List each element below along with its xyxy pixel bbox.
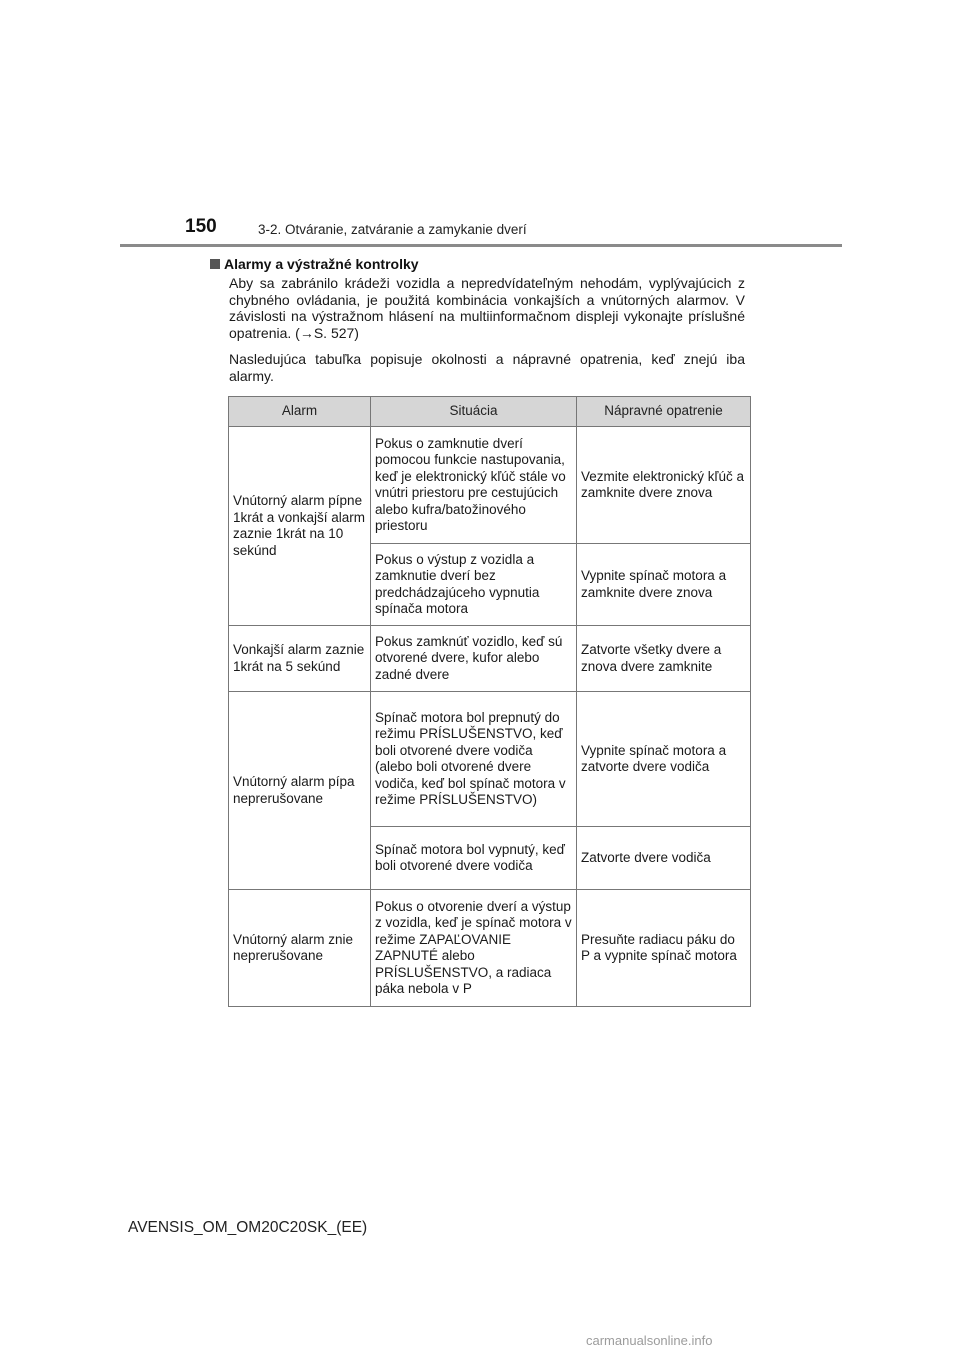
- table-header-row: [229, 397, 751, 427]
- situation-cell: Pokus o zamknutie dverí pomocou funkcie nastupovania, keď je elektronický kľúč stále vo vnútri priestoru pre cestujúcich alebo kufra/batožinového priestoru: [371, 427, 577, 544]
- section-heading-text: Alarmy a výstražné kontrolky: [224, 256, 419, 272]
- table-row: [229, 427, 751, 544]
- remedy-cell: Presuňte radiacu páku do P a vypnite spínač motora: [577, 890, 751, 1007]
- alarm-cell: Vnútorný alarm pípne 1krát a vonkajší alarm zaznie 1krát na 10 sekúnd: [229, 427, 371, 626]
- alarm-cell: Vonkajší alarm zaznie 1krát na 5 sekúnd: [229, 626, 371, 692]
- remedy-cell: Zatvorte všetky dvere a znova dvere zamknite: [577, 626, 751, 692]
- header-divider: [120, 244, 842, 247]
- alarm-cell: Vnútorný alarm pípa neprerušovane: [229, 692, 371, 890]
- section-heading: [210, 256, 419, 272]
- remedy-cell: Vypnite spínač motora a zamknite dvere znova: [577, 544, 751, 626]
- situation-cell: Pokus o otvorenie dverí a výstup z vozidla, keď je spínač motora v režime ZAPAĽOVANIE ZAPNUTÉ alebo PRÍSLUŠENSTVO, a radiaca páka nebola v P: [371, 890, 577, 1007]
- situation-cell: Pokus o výstup z vozidla a zamknutie dverí bez predchádzajúceho vypnutia spínača motora: [371, 544, 577, 626]
- column-header-alarm: Alarm: [229, 397, 371, 427]
- remedy-cell: Zatvorte dvere vodiča: [577, 827, 751, 890]
- document-code: AVENSIS_OM_OM20C20SK_(EE): [128, 1219, 368, 1236]
- remedy-cell: Vypnite spínač motora a zatvorte dvere vodiča: [577, 692, 751, 827]
- table-intro-paragraph: Nasledujúca tabuľka popisuje okolnosti a nápravné opatrenia, keď znejú iba alarmy.: [229, 351, 745, 384]
- situation-cell: Spínač motora bol vypnutý, keď boli otvorené dvere vodiča: [371, 827, 577, 890]
- square-bullet-icon: [210, 259, 220, 269]
- column-header-situation: Situácia: [371, 397, 577, 427]
- watermark-text: carmanualsonline.info: [586, 1333, 713, 1348]
- column-header-remedy: Nápravné opatrenie: [577, 397, 751, 427]
- situation-cell: Pokus zamknúť vozidlo, keď sú otvorené dvere, kufor alebo zadné dvere: [371, 626, 577, 692]
- situation-cell: Spínač motora bol prepnutý do režimu PRÍSLUŠENSTVO, keď boli otvorené dvere vodiča (alebo boli otvorené dvere vodiča, keď bol spínač motora v režime PRÍSLUŠENSTVO): [371, 692, 577, 827]
- alarm-table: [228, 396, 751, 1007]
- remedy-cell: Vezmite elektronický kľúč a zamknite dvere znova: [577, 427, 751, 544]
- table-row: [229, 692, 751, 827]
- table-row: [229, 626, 751, 692]
- intro-paragraph: Aby sa zabránilo krádeži vozidla a nepredvídateľným nehodám, vyplývajúcich z chybného ovládania, je použitá kombinácia vonkajších a vnútorných alarmov. V závislosti na výstražnom hlásení na multiinformačnom displeji vykonajte príslušné opatrenia. (→S. 527): [229, 275, 745, 341]
- chapter-title: 3-2. Otváranie, zatváranie a zamykanie dverí: [258, 222, 527, 237]
- page-number: 150: [185, 216, 217, 237]
- table-row: [229, 890, 751, 1007]
- alarm-cell: Vnútorný alarm znie neprerušovane: [229, 890, 371, 1007]
